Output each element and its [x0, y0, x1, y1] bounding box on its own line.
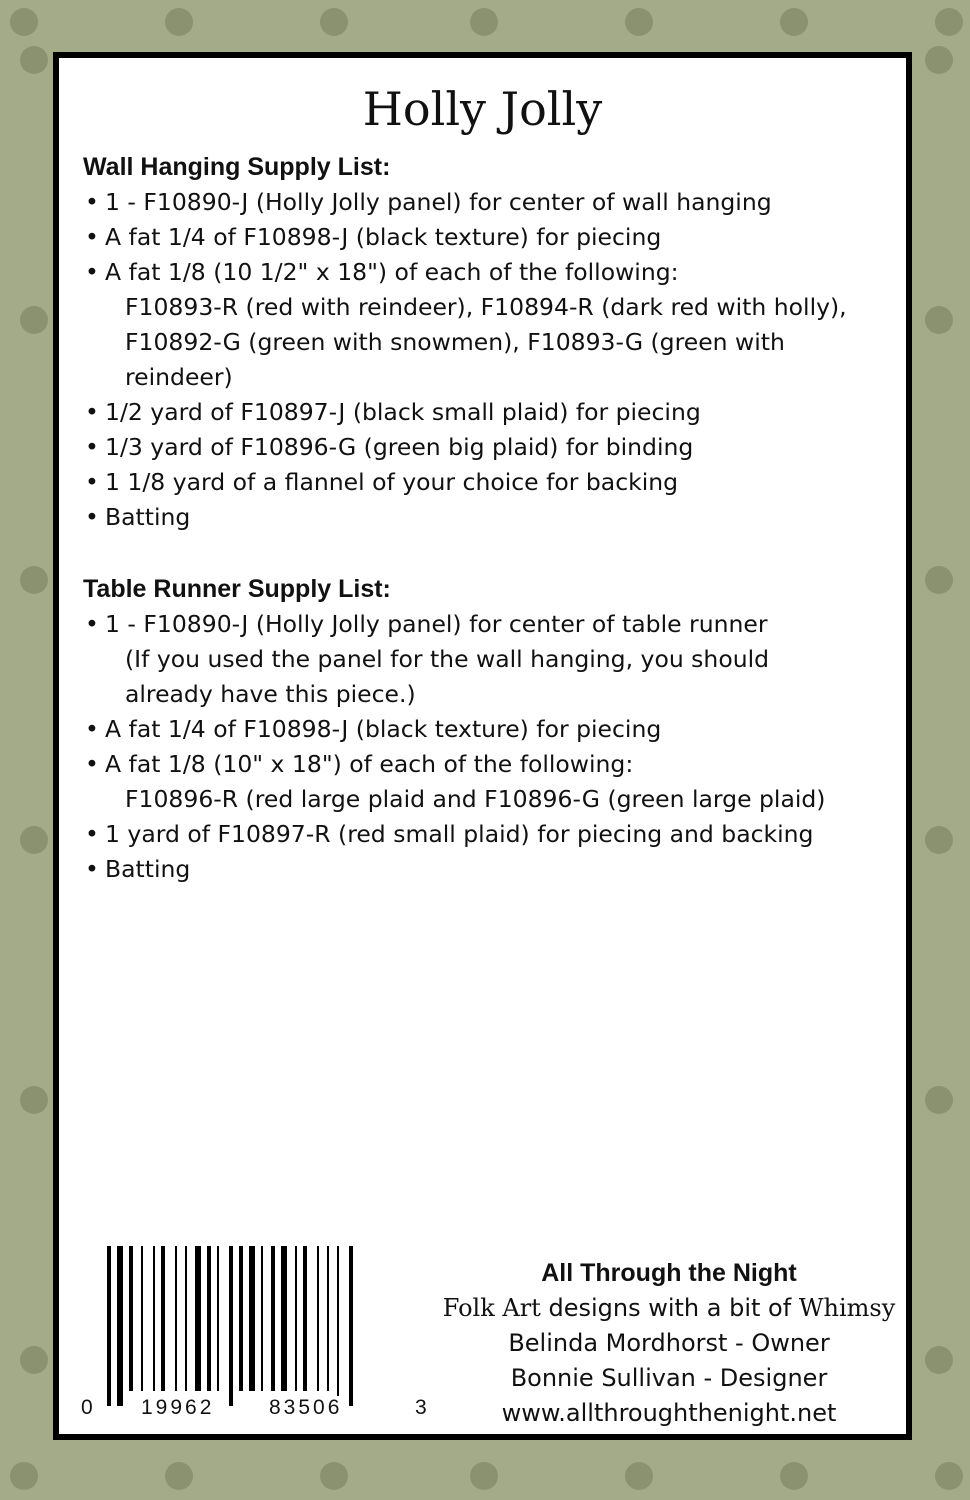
- list-item: [83, 852, 890, 887]
- barcode-bar: [117, 1246, 123, 1406]
- barcode-bar: [349, 1246, 353, 1406]
- list-item-text: 1 1/8 yard of a flannel of your choice for backing: [105, 468, 679, 496]
- company-name: All Through the Night: [541, 1259, 797, 1287]
- table-runner-list: [83, 607, 890, 887]
- list-item-text: A fat 1/8 (10" x 18") of each of the following:: [105, 750, 634, 778]
- background-dot: [925, 46, 953, 74]
- list-item-text: 1 - F10890-J (Holly Jolly panel) for center of wall hanging: [105, 188, 772, 216]
- background-dot: [10, 1462, 38, 1490]
- background-dot: [780, 8, 808, 36]
- barcode-bar: [281, 1246, 287, 1391]
- list-subline: F10896-R (red large plaid and F10896-G (green large plaid): [125, 785, 826, 813]
- background-dot: [470, 1462, 498, 1490]
- pattern-back-card: [53, 52, 912, 1440]
- barcode-digits-group2: 83506: [269, 1396, 343, 1419]
- background-dot: [20, 826, 48, 854]
- list-item: [83, 220, 890, 255]
- table-runner-heading: Table Runner Supply List:: [83, 575, 391, 603]
- list-item: [83, 747, 890, 817]
- background-dot: [20, 306, 48, 334]
- barcode-bar: [327, 1246, 329, 1391]
- background-dot: [925, 306, 953, 334]
- barcode-bar: [161, 1246, 165, 1391]
- barcode-bar: [129, 1246, 133, 1391]
- list-item-text: 1 - F10890-J (Holly Jolly panel) for center of table runner: [105, 610, 768, 638]
- list-item-text: 1 yard of F10897-R (red small plaid) for piecing and backing: [105, 820, 814, 848]
- list-item-text: 1/2 yard of F10897-J (black small plaid) for piecing: [105, 398, 701, 426]
- list-item-text: A fat 1/8 (10 1/2" x 18") of each of the following:: [105, 258, 679, 286]
- tagline-middle: designs with a bit of: [548, 1294, 792, 1322]
- wall-hanging-list: [83, 185, 890, 535]
- barcode-bar: [317, 1246, 319, 1391]
- barcode-bar: [261, 1246, 263, 1391]
- list-subline: already have this piece.): [125, 680, 416, 708]
- barcode-bar: [303, 1246, 307, 1391]
- barcode-bar: [107, 1246, 111, 1406]
- barcode-digits-group1: 19962: [141, 1396, 215, 1419]
- wall-hanging-heading: Wall Hanging Supply List:: [83, 153, 391, 181]
- barcode-digit-right: 3: [415, 1396, 430, 1419]
- background-dot: [925, 1346, 953, 1374]
- background-dot: [625, 1462, 653, 1490]
- background-dot: [20, 1346, 48, 1374]
- list-item: [83, 817, 890, 852]
- background-dot: [20, 1086, 48, 1114]
- barcode-bar: [195, 1246, 201, 1391]
- background-dot: [925, 566, 953, 594]
- tagline-whimsy: Whimsy: [798, 1294, 896, 1322]
- background-dot: [935, 1462, 963, 1490]
- background-dot: [925, 826, 953, 854]
- background-dot: [625, 8, 653, 36]
- barcode-bar: [217, 1246, 219, 1391]
- list-item-text: A fat 1/4 of F10898-J (black texture) for piecing: [105, 715, 662, 743]
- list-item: [83, 500, 890, 535]
- list-item: [83, 430, 890, 465]
- background-dot: [935, 8, 963, 36]
- tagline-folk-art: Folk Art: [442, 1294, 541, 1322]
- barcode-bar: [185, 1246, 187, 1391]
- background-dot: [320, 8, 348, 36]
- background-dot: [470, 8, 498, 36]
- company-tagline: [439, 1291, 899, 1326]
- barcode-bar: [141, 1246, 143, 1391]
- upc-barcode: [81, 1246, 441, 1428]
- background-dot: [925, 1086, 953, 1114]
- list-subline: reindeer): [125, 363, 233, 391]
- barcode-bar: [295, 1246, 297, 1391]
- company-info: [439, 1256, 899, 1431]
- list-item: [83, 185, 890, 220]
- list-item-text: Batting: [105, 503, 191, 531]
- designer-line: Bonnie Sullivan - Designer: [510, 1364, 828, 1392]
- list-item-text: Batting: [105, 855, 191, 883]
- barcode-bar: [175, 1246, 177, 1391]
- list-item-text: A fat 1/4 of F10898-J (black texture) for piecing: [105, 223, 662, 251]
- barcode-bar: [239, 1246, 243, 1391]
- barcode-bar: [153, 1246, 155, 1391]
- list-subline: (If you used the panel for the wall hanging, you should: [125, 645, 770, 673]
- list-subline: F10893-R (red with reindeer), F10894-R (dark red with holly),: [125, 293, 847, 321]
- barcode-digit-left: 0: [81, 1396, 96, 1419]
- table-runner-section: [83, 572, 890, 887]
- list-item: [83, 395, 890, 430]
- list-item: [83, 255, 890, 395]
- barcode-bar: [207, 1246, 211, 1391]
- list-item: [83, 607, 890, 712]
- owner-line: Belinda Mordhorst - Owner: [508, 1329, 830, 1357]
- list-item-text: 1/3 yard of F10896-G (green big plaid) for binding: [105, 433, 694, 461]
- background-dot: [320, 1462, 348, 1490]
- barcode-bar: [229, 1246, 233, 1406]
- list-item: [83, 712, 890, 747]
- website-link[interactable]: www.allthroughthenight.net: [501, 1399, 837, 1427]
- background-dot: [20, 566, 48, 594]
- background-dot: [10, 8, 38, 36]
- barcode-bar: [337, 1246, 339, 1406]
- wall-hanging-section: [83, 150, 890, 535]
- list-subline: F10892-G (green with snowmen), F10893-G (green with: [125, 328, 785, 356]
- background-dot: [165, 1462, 193, 1490]
- list-item: [83, 465, 890, 500]
- page-title: Holly Jolly: [362, 82, 603, 136]
- background-dot: [780, 1462, 808, 1490]
- barcode-bars: [107, 1246, 412, 1406]
- background-dot: [20, 46, 48, 74]
- background-dot: [165, 8, 193, 36]
- barcode-bar: [249, 1246, 255, 1391]
- barcode-bar: [271, 1246, 275, 1391]
